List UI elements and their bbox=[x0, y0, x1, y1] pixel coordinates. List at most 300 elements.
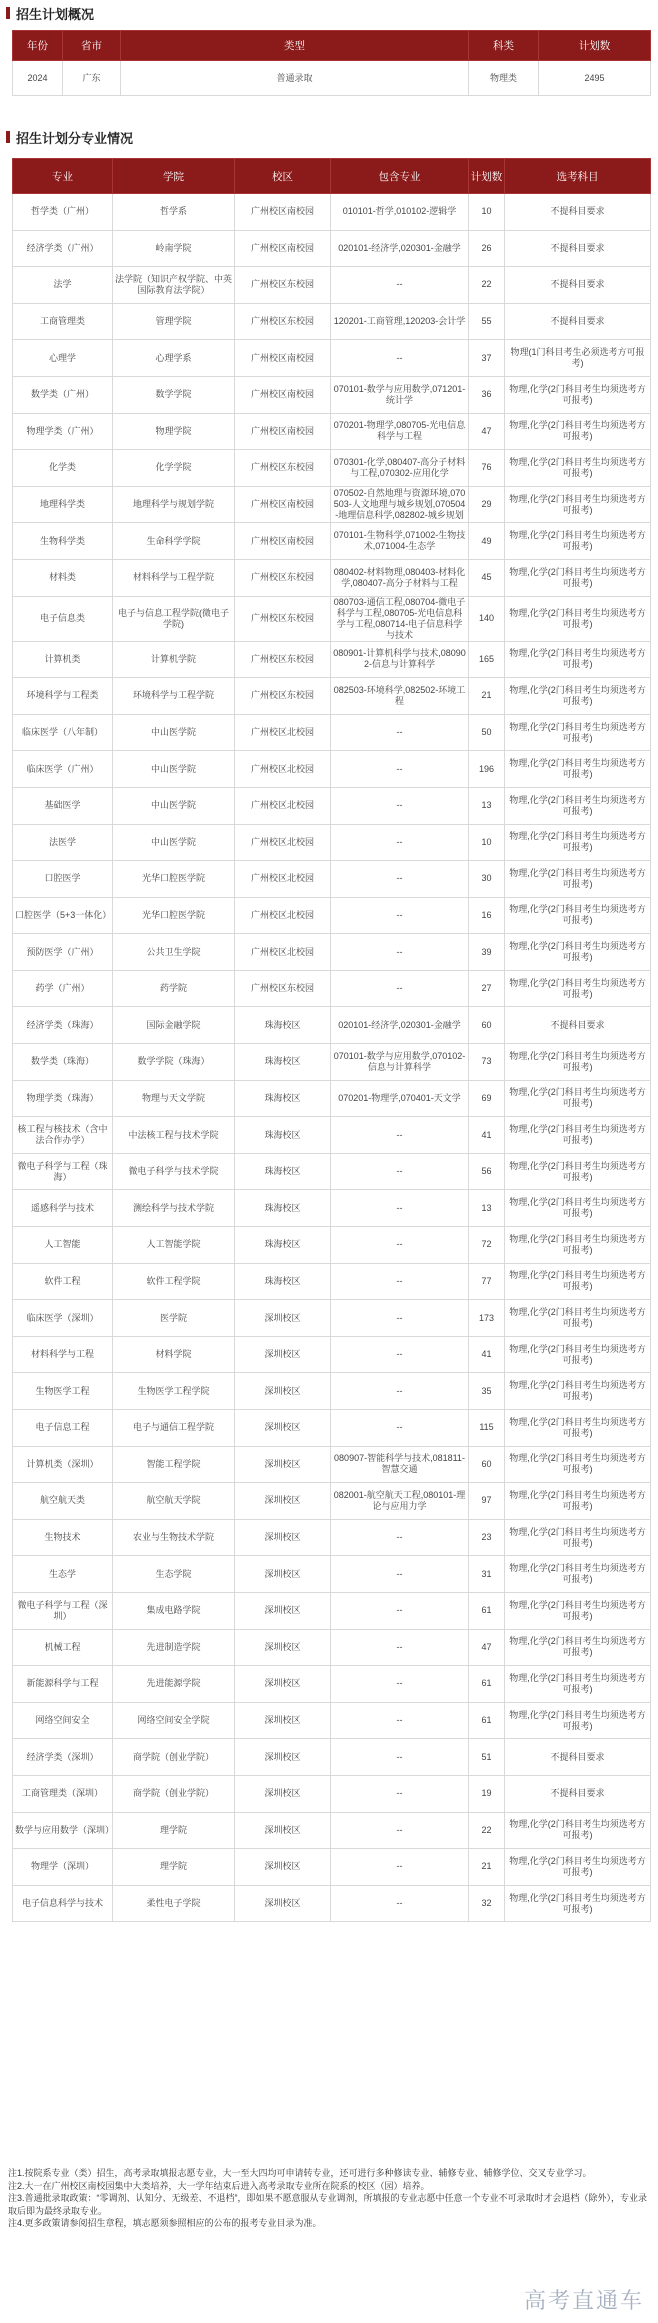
row-campus: 深圳校区 bbox=[235, 1592, 331, 1629]
row-subjects: 物理,化学(2门科目考生均须选考方可报考) bbox=[505, 1446, 651, 1483]
table-row bbox=[13, 1666, 651, 1703]
overview-header-province: 省市 bbox=[63, 31, 121, 61]
row-plan: 115 bbox=[469, 1410, 505, 1447]
row-campus: 深圳校区 bbox=[235, 1885, 331, 1922]
row-plan: 26 bbox=[469, 230, 505, 267]
row-campus: 广州校区东校园 bbox=[235, 970, 331, 1007]
row-subjects: 物理,化学(2门科目考生均须选考方可报考) bbox=[505, 559, 651, 596]
row-major: 生物技术 bbox=[13, 1519, 113, 1556]
row-major: 物理学类（广州） bbox=[13, 413, 113, 450]
row-major: 物理学（深圳） bbox=[13, 1849, 113, 1886]
row-major: 工商管理类（深圳） bbox=[13, 1775, 113, 1812]
note-line: 注1.按院系专业（类）招生，高考录取填报志愿专业，大一至大四均可申请转专业，还可进行多种修读专业、辅修专业、辅修学位、交叉专业学习。 bbox=[8, 2168, 592, 2178]
overview-table bbox=[12, 30, 651, 96]
row-campus: 广州校区北校园 bbox=[235, 861, 331, 898]
table-row bbox=[13, 1556, 651, 1593]
row-subjects: 物理,化学(2门科目考生均须选考方可报考) bbox=[505, 450, 651, 487]
row-major: 临床医学（深圳） bbox=[13, 1300, 113, 1337]
row-major: 法学 bbox=[13, 267, 113, 304]
row-campus: 广州校区东校园 bbox=[235, 267, 331, 304]
row-campus: 深圳校区 bbox=[235, 1702, 331, 1739]
row-major: 药学（广州） bbox=[13, 970, 113, 1007]
row-subjects: 物理,化学(2门科目考生均须选考方可报考) bbox=[505, 1227, 651, 1264]
table-row bbox=[13, 641, 651, 678]
row-major: 航空航天类 bbox=[13, 1483, 113, 1520]
row-subjects: 物理,化学(2门科目考生均须选考方可报考) bbox=[505, 413, 651, 450]
row-included: -- bbox=[331, 1775, 469, 1812]
row-subjects: 不提科目要求 bbox=[505, 1775, 651, 1812]
table-row bbox=[13, 340, 651, 377]
table-row bbox=[13, 1080, 651, 1117]
row-plan: 97 bbox=[469, 1483, 505, 1520]
row-college: 生物医学工程学院 bbox=[113, 1373, 235, 1410]
row-included: -- bbox=[331, 1153, 469, 1190]
row-campus: 深圳校区 bbox=[235, 1446, 331, 1483]
row-plan: 10 bbox=[469, 194, 505, 231]
row-college: 环境科学与工程学院 bbox=[113, 678, 235, 715]
row-included: 070201-物理学,070401-天文学 bbox=[331, 1080, 469, 1117]
row-campus: 珠海校区 bbox=[235, 1227, 331, 1264]
row-included: 082001-航空航天工程,080101-理论与应用力学 bbox=[331, 1483, 469, 1520]
row-campus: 珠海校区 bbox=[235, 1263, 331, 1300]
row-major: 哲学类（广州） bbox=[13, 194, 113, 231]
table-row bbox=[13, 486, 651, 523]
row-plan: 16 bbox=[469, 897, 505, 934]
row-college: 药学院 bbox=[113, 970, 235, 1007]
row-subjects: 物理,化学(2门科目考生均须选考方可报考) bbox=[505, 376, 651, 413]
row-subjects: 物理,化学(2门科目考生均须选考方可报考) bbox=[505, 824, 651, 861]
table-row bbox=[13, 1300, 651, 1337]
row-major: 核工程与核技术（含中法合作办学） bbox=[13, 1117, 113, 1154]
row-included: -- bbox=[331, 1849, 469, 1886]
row-college: 人工智能学院 bbox=[113, 1227, 235, 1264]
row-included: -- bbox=[331, 1885, 469, 1922]
note-line: 注3.普通批录取政策：“零调剂、认知分、无级差、不退档”，即如果不愿意服从专业调剂，所填报的专业志愿中任意一个专业不可录取时才会退档（除外），专业录取后即为最终录取专业。 bbox=[8, 2193, 648, 2216]
detail-header-included: 包含专业 bbox=[331, 159, 469, 194]
table-row bbox=[13, 751, 651, 788]
row-plan: 60 bbox=[469, 1446, 505, 1483]
row-college: 集成电路学院 bbox=[113, 1592, 235, 1629]
row-college: 生命科学学院 bbox=[113, 523, 235, 560]
row-college: 法学院（知识产权学院、中英国际教育法学院） bbox=[113, 267, 235, 304]
row-college: 地理科学与规划学院 bbox=[113, 486, 235, 523]
table-row bbox=[13, 1446, 651, 1483]
row-plan: 22 bbox=[469, 1812, 505, 1849]
detail-header-college: 学院 bbox=[113, 159, 235, 194]
row-campus: 广州校区东校园 bbox=[235, 641, 331, 678]
row-major: 地理科学类 bbox=[13, 486, 113, 523]
row-subjects: 物理,化学(2门科目考生均须选考方可报考) bbox=[505, 1190, 651, 1227]
row-campus: 广州校区东校园 bbox=[235, 450, 331, 487]
overview-cell-type: 普通录取 bbox=[121, 61, 469, 96]
row-subjects: 物理,化学(2门科目考生均须选考方可报考) bbox=[505, 897, 651, 934]
row-included: 070502-自然地理与资源环境,070503-人文地理与城乡规划,070504-地理信息科学,082802-城乡规划 bbox=[331, 486, 469, 523]
detail-table bbox=[12, 158, 651, 1922]
row-college: 数学学院（珠海） bbox=[113, 1044, 235, 1081]
row-included: -- bbox=[331, 1117, 469, 1154]
row-subjects: 物理,化学(2门科目考生均须选考方可报考) bbox=[505, 1519, 651, 1556]
row-college: 心理学系 bbox=[113, 340, 235, 377]
table-row bbox=[13, 1739, 651, 1776]
row-major: 网络空间安全 bbox=[13, 1702, 113, 1739]
row-college: 中法核工程与技术学院 bbox=[113, 1117, 235, 1154]
row-campus: 深圳校区 bbox=[235, 1849, 331, 1886]
row-college: 物理学院 bbox=[113, 413, 235, 450]
table-row bbox=[13, 303, 651, 340]
row-campus: 深圳校区 bbox=[235, 1519, 331, 1556]
row-college: 先进制造学院 bbox=[113, 1629, 235, 1666]
row-included: -- bbox=[331, 970, 469, 1007]
row-college: 国际金融学院 bbox=[113, 1007, 235, 1044]
row-campus: 珠海校区 bbox=[235, 1117, 331, 1154]
row-college: 数学学院 bbox=[113, 376, 235, 413]
row-college: 材料科学与工程学院 bbox=[113, 559, 235, 596]
row-included: -- bbox=[331, 1263, 469, 1300]
row-college: 中山医学院 bbox=[113, 787, 235, 824]
table-row bbox=[13, 1410, 651, 1447]
row-subjects: 物理,化学(2门科目考生均须选考方可报考) bbox=[505, 1592, 651, 1629]
row-major: 口腔医学（5+3一体化） bbox=[13, 897, 113, 934]
row-included: -- bbox=[331, 1336, 469, 1373]
detail-header-row bbox=[13, 159, 651, 194]
row-included: 080901-计算机科学与技术,080902-信息与计算科学 bbox=[331, 641, 469, 678]
row-plan: 73 bbox=[469, 1044, 505, 1081]
row-campus: 珠海校区 bbox=[235, 1044, 331, 1081]
row-college: 先进能源学院 bbox=[113, 1666, 235, 1703]
row-plan: 29 bbox=[469, 486, 505, 523]
row-major: 生物科学类 bbox=[13, 523, 113, 560]
section-marker bbox=[6, 7, 10, 19]
row-college: 管理学院 bbox=[113, 303, 235, 340]
row-campus: 珠海校区 bbox=[235, 1153, 331, 1190]
row-included: -- bbox=[331, 267, 469, 304]
row-major: 材料类 bbox=[13, 559, 113, 596]
row-included: -- bbox=[331, 1410, 469, 1447]
overview-header-plan: 计划数 bbox=[539, 31, 651, 61]
row-college: 柔性电子学院 bbox=[113, 1885, 235, 1922]
row-subjects: 物理,化学(2门科目考生均须选考方可报考) bbox=[505, 1373, 651, 1410]
row-plan: 61 bbox=[469, 1702, 505, 1739]
table-row bbox=[13, 1885, 651, 1922]
row-campus: 广州校区南校园 bbox=[235, 230, 331, 267]
row-plan: 10 bbox=[469, 824, 505, 861]
row-college: 中山医学院 bbox=[113, 751, 235, 788]
row-plan: 13 bbox=[469, 787, 505, 824]
row-campus: 广州校区北校园 bbox=[235, 787, 331, 824]
row-campus: 广州校区南校园 bbox=[235, 523, 331, 560]
row-subjects: 物理,化学(2门科目考生均须选考方可报考) bbox=[505, 1812, 651, 1849]
row-major: 生态学 bbox=[13, 1556, 113, 1593]
row-subjects: 不提科目要求 bbox=[505, 303, 651, 340]
row-college: 网络空间安全学院 bbox=[113, 1702, 235, 1739]
row-college: 商学院（创业学院） bbox=[113, 1739, 235, 1776]
overview-header-row bbox=[13, 31, 651, 61]
detail-table-body bbox=[13, 194, 651, 1922]
row-plan: 23 bbox=[469, 1519, 505, 1556]
row-major: 经济学类（深圳） bbox=[13, 1739, 113, 1776]
detail-header-campus: 校区 bbox=[235, 159, 331, 194]
table-row bbox=[13, 1373, 651, 1410]
row-major: 材料科学与工程 bbox=[13, 1336, 113, 1373]
row-included: -- bbox=[331, 1556, 469, 1593]
row-college: 测绘科学与技术学院 bbox=[113, 1190, 235, 1227]
row-plan: 56 bbox=[469, 1153, 505, 1190]
row-included: 070101-生物科学,071002-生物技术,071004-生态学 bbox=[331, 523, 469, 560]
row-plan: 21 bbox=[469, 1849, 505, 1886]
row-subjects: 物理,化学(2门科目考生均须选考方可报考) bbox=[505, 678, 651, 715]
table-row bbox=[13, 861, 651, 898]
row-included: -- bbox=[331, 824, 469, 861]
row-subjects: 物理,化学(2门科目考生均须选考方可报考) bbox=[505, 1885, 651, 1922]
row-included: -- bbox=[331, 1227, 469, 1264]
row-subjects: 物理,化学(2门科目考生均须选考方可报考) bbox=[505, 1153, 651, 1190]
row-college: 智能工程学院 bbox=[113, 1446, 235, 1483]
row-plan: 61 bbox=[469, 1666, 505, 1703]
table-row bbox=[13, 1702, 651, 1739]
row-college: 软件工程学院 bbox=[113, 1263, 235, 1300]
row-included: -- bbox=[331, 1300, 469, 1337]
row-subjects: 物理,化学(2门科目考生均须选考方可报考) bbox=[505, 1666, 651, 1703]
table-row bbox=[13, 1153, 651, 1190]
row-plan: 173 bbox=[469, 1300, 505, 1337]
notes bbox=[8, 2167, 648, 2230]
row-subjects: 物理,化学(2门科目考生均须选考方可报考) bbox=[505, 1117, 651, 1154]
row-included: 082503-环境科学,082502-环境工程 bbox=[331, 678, 469, 715]
row-college: 农业与生物技术学院 bbox=[113, 1519, 235, 1556]
row-subjects: 物理,化学(2门科目考生均须选考方可报考) bbox=[505, 1410, 651, 1447]
row-plan: 41 bbox=[469, 1336, 505, 1373]
row-campus: 广州校区南校园 bbox=[235, 376, 331, 413]
row-subjects: 物理,化学(2门科目考生均须选考方可报考) bbox=[505, 751, 651, 788]
row-campus: 深圳校区 bbox=[235, 1556, 331, 1593]
note-line: 注2.大一在广州校区南校园集中大类培养，大一学年结束后进入高考录取专业所在院系的校区（园）培养。 bbox=[8, 2180, 430, 2191]
row-subjects: 物理,化学(2门科目考生均须选考方可报考) bbox=[505, 1080, 651, 1117]
row-included: -- bbox=[331, 1702, 469, 1739]
row-major: 软件工程 bbox=[13, 1263, 113, 1300]
table-row bbox=[13, 523, 651, 560]
overview-cell-plan: 2495 bbox=[539, 61, 651, 96]
row-plan: 22 bbox=[469, 267, 505, 304]
row-included: -- bbox=[331, 1592, 469, 1629]
row-college: 公共卫生学院 bbox=[113, 934, 235, 971]
table-row bbox=[13, 1263, 651, 1300]
overview-header-subject: 科类 bbox=[469, 31, 539, 61]
row-college: 生态学院 bbox=[113, 1556, 235, 1593]
row-major: 遥感科学与技术 bbox=[13, 1190, 113, 1227]
row-campus: 深圳校区 bbox=[235, 1666, 331, 1703]
table-row bbox=[13, 970, 651, 1007]
row-plan: 36 bbox=[469, 376, 505, 413]
row-included: 020101-经济学,020301-金融学 bbox=[331, 230, 469, 267]
row-plan: 19 bbox=[469, 1775, 505, 1812]
row-major: 计算机类 bbox=[13, 641, 113, 678]
row-plan: 69 bbox=[469, 1080, 505, 1117]
row-subjects: 不提科目要求 bbox=[505, 267, 651, 304]
row-included: -- bbox=[331, 897, 469, 934]
row-subjects: 物理,化学(2门科目考生均须选考方可报考) bbox=[505, 1702, 651, 1739]
row-included: -- bbox=[331, 1812, 469, 1849]
row-included: -- bbox=[331, 751, 469, 788]
row-major: 经济学类（珠海） bbox=[13, 1007, 113, 1044]
row-campus: 广州校区北校园 bbox=[235, 714, 331, 751]
row-plan: 39 bbox=[469, 934, 505, 971]
table-row bbox=[13, 596, 651, 641]
row-plan: 60 bbox=[469, 1007, 505, 1044]
row-major: 生物医学工程 bbox=[13, 1373, 113, 1410]
row-included: -- bbox=[331, 1629, 469, 1666]
row-plan: 21 bbox=[469, 678, 505, 715]
row-plan: 13 bbox=[469, 1190, 505, 1227]
row-plan: 47 bbox=[469, 1629, 505, 1666]
row-plan: 32 bbox=[469, 1885, 505, 1922]
row-college: 物理与天文学院 bbox=[113, 1080, 235, 1117]
table-row bbox=[13, 934, 651, 971]
table-row bbox=[13, 1812, 651, 1849]
row-plan: 61 bbox=[469, 1592, 505, 1629]
row-major: 电子信息工程 bbox=[13, 1410, 113, 1447]
section-title-text: 招生计划概况 bbox=[16, 6, 95, 22]
row-major: 数学类（广州） bbox=[13, 376, 113, 413]
section-marker bbox=[6, 131, 10, 143]
row-major: 法医学 bbox=[13, 824, 113, 861]
row-plan: 196 bbox=[469, 751, 505, 788]
table-row bbox=[13, 1483, 651, 1520]
row-campus: 广州校区北校园 bbox=[235, 934, 331, 971]
row-plan: 50 bbox=[469, 714, 505, 751]
detail-header-subjects: 选考科目 bbox=[505, 159, 651, 194]
row-campus: 深圳校区 bbox=[235, 1775, 331, 1812]
overview-header-year: 年份 bbox=[13, 31, 63, 61]
row-included: -- bbox=[331, 934, 469, 971]
detail-header-major: 专业 bbox=[13, 159, 113, 194]
row-campus: 广州校区东校园 bbox=[235, 303, 331, 340]
row-campus: 珠海校区 bbox=[235, 1080, 331, 1117]
row-subjects: 物理,化学(2门科目考生均须选考方可报考) bbox=[505, 523, 651, 560]
row-major: 心理学 bbox=[13, 340, 113, 377]
table-row bbox=[13, 714, 651, 751]
row-plan: 35 bbox=[469, 1373, 505, 1410]
table-row bbox=[13, 824, 651, 861]
row-subjects: 不提科目要求 bbox=[505, 194, 651, 231]
row-included: -- bbox=[331, 340, 469, 377]
row-plan: 47 bbox=[469, 413, 505, 450]
row-subjects: 不提科目要求 bbox=[505, 230, 651, 267]
row-subjects: 物理,化学(2门科目考生均须选考方可报考) bbox=[505, 1044, 651, 1081]
row-plan: 41 bbox=[469, 1117, 505, 1154]
table-row bbox=[13, 376, 651, 413]
table-row bbox=[13, 678, 651, 715]
row-included: -- bbox=[331, 1373, 469, 1410]
row-subjects: 物理,化学(2门科目考生均须选考方可报考) bbox=[505, 1629, 651, 1666]
row-campus: 广州校区南校园 bbox=[235, 413, 331, 450]
row-college: 中山医学院 bbox=[113, 714, 235, 751]
row-campus: 深圳校区 bbox=[235, 1483, 331, 1520]
row-plan: 27 bbox=[469, 970, 505, 1007]
row-campus: 深圳校区 bbox=[235, 1410, 331, 1447]
row-college: 航空航天学院 bbox=[113, 1483, 235, 1520]
row-campus: 珠海校区 bbox=[235, 1007, 331, 1044]
row-major: 数学类（珠海） bbox=[13, 1044, 113, 1081]
row-plan: 37 bbox=[469, 340, 505, 377]
row-college: 材料学院 bbox=[113, 1336, 235, 1373]
table-row bbox=[13, 1592, 651, 1629]
row-major: 经济学类（广州） bbox=[13, 230, 113, 267]
table-row bbox=[13, 897, 651, 934]
row-campus: 深圳校区 bbox=[235, 1300, 331, 1337]
row-plan: 31 bbox=[469, 1556, 505, 1593]
row-campus: 广州校区东校园 bbox=[235, 678, 331, 715]
row-campus: 深圳校区 bbox=[235, 1373, 331, 1410]
row-college: 理学院 bbox=[113, 1849, 235, 1886]
row-college: 商学院（创业学院） bbox=[113, 1775, 235, 1812]
row-included: 070101-数学与应用数学,071201-统计学 bbox=[331, 376, 469, 413]
table-row bbox=[13, 230, 651, 267]
row-campus: 深圳校区 bbox=[235, 1739, 331, 1776]
row-campus: 广州校区北校园 bbox=[235, 897, 331, 934]
row-subjects: 物理,化学(2门科目考生均须选考方可报考) bbox=[505, 714, 651, 751]
table-row bbox=[13, 1519, 651, 1556]
row-major: 微电子科学与工程（珠海） bbox=[13, 1153, 113, 1190]
table-row bbox=[13, 787, 651, 824]
row-subjects: 物理,化学(2门科目考生均须选考方可报考) bbox=[505, 787, 651, 824]
row-included: 020101-经济学,020301-金融学 bbox=[331, 1007, 469, 1044]
table-row bbox=[13, 1849, 651, 1886]
row-major: 数学与应用数学（深圳） bbox=[13, 1812, 113, 1849]
row-included: 010101-哲学,010102-逻辑学 bbox=[331, 194, 469, 231]
table-row bbox=[13, 1336, 651, 1373]
overview-cell-year: 2024 bbox=[13, 61, 63, 96]
table-row bbox=[13, 1227, 651, 1264]
row-major: 电子信息类 bbox=[13, 596, 113, 641]
row-campus: 珠海校区 bbox=[235, 1190, 331, 1227]
row-included: 080907-智能科学与技术,081811-智慧交通 bbox=[331, 1446, 469, 1483]
row-campus: 广州校区南校园 bbox=[235, 486, 331, 523]
row-included: 120201-工商管理,120203-会计学 bbox=[331, 303, 469, 340]
row-college: 电子与通信工程学院 bbox=[113, 1410, 235, 1447]
row-included: -- bbox=[331, 861, 469, 898]
detail-header-plan: 计划数 bbox=[469, 159, 505, 194]
table-row bbox=[13, 267, 651, 304]
row-plan: 30 bbox=[469, 861, 505, 898]
row-major: 临床医学（广州） bbox=[13, 751, 113, 788]
row-subjects: 物理,化学(2门科目考生均须选考方可报考) bbox=[505, 596, 651, 641]
table-row bbox=[13, 194, 651, 231]
row-subjects: 物理,化学(2门科目考生均须选考方可报考) bbox=[505, 486, 651, 523]
table-row bbox=[13, 413, 651, 450]
row-major: 机械工程 bbox=[13, 1629, 113, 1666]
row-subjects: 物理,化学(2门科目考生均须选考方可报考) bbox=[505, 1336, 651, 1373]
row-major: 电子信息科学与技术 bbox=[13, 1885, 113, 1922]
row-college: 微电子科学与技术学院 bbox=[113, 1153, 235, 1190]
row-subjects: 物理,化学(2门科目考生均须选考方可报考) bbox=[505, 1849, 651, 1886]
row-subjects: 物理,化学(2门科目考生均须选考方可报考) bbox=[505, 861, 651, 898]
row-included: -- bbox=[331, 1666, 469, 1703]
watermark-logo: 高考直通车 bbox=[523, 2289, 644, 2314]
row-college: 计算机学院 bbox=[113, 641, 235, 678]
row-included: 070101-数学与应用数学,070102-信息与计算科学 bbox=[331, 1044, 469, 1081]
row-campus: 深圳校区 bbox=[235, 1812, 331, 1849]
row-included: 070301-化学,080407-高分子材料与工程,070302-应用化学 bbox=[331, 450, 469, 487]
row-major: 微电子科学与工程（深圳） bbox=[13, 1592, 113, 1629]
row-campus: 广州校区北校园 bbox=[235, 824, 331, 861]
row-subjects: 不提科目要求 bbox=[505, 1007, 651, 1044]
row-college: 光华口腔医学院 bbox=[113, 861, 235, 898]
row-plan: 165 bbox=[469, 641, 505, 678]
section-title-text: 招生计划分专业情况 bbox=[16, 130, 134, 146]
row-major: 预防医学（广州） bbox=[13, 934, 113, 971]
table-row bbox=[13, 450, 651, 487]
table-row bbox=[13, 1629, 651, 1666]
